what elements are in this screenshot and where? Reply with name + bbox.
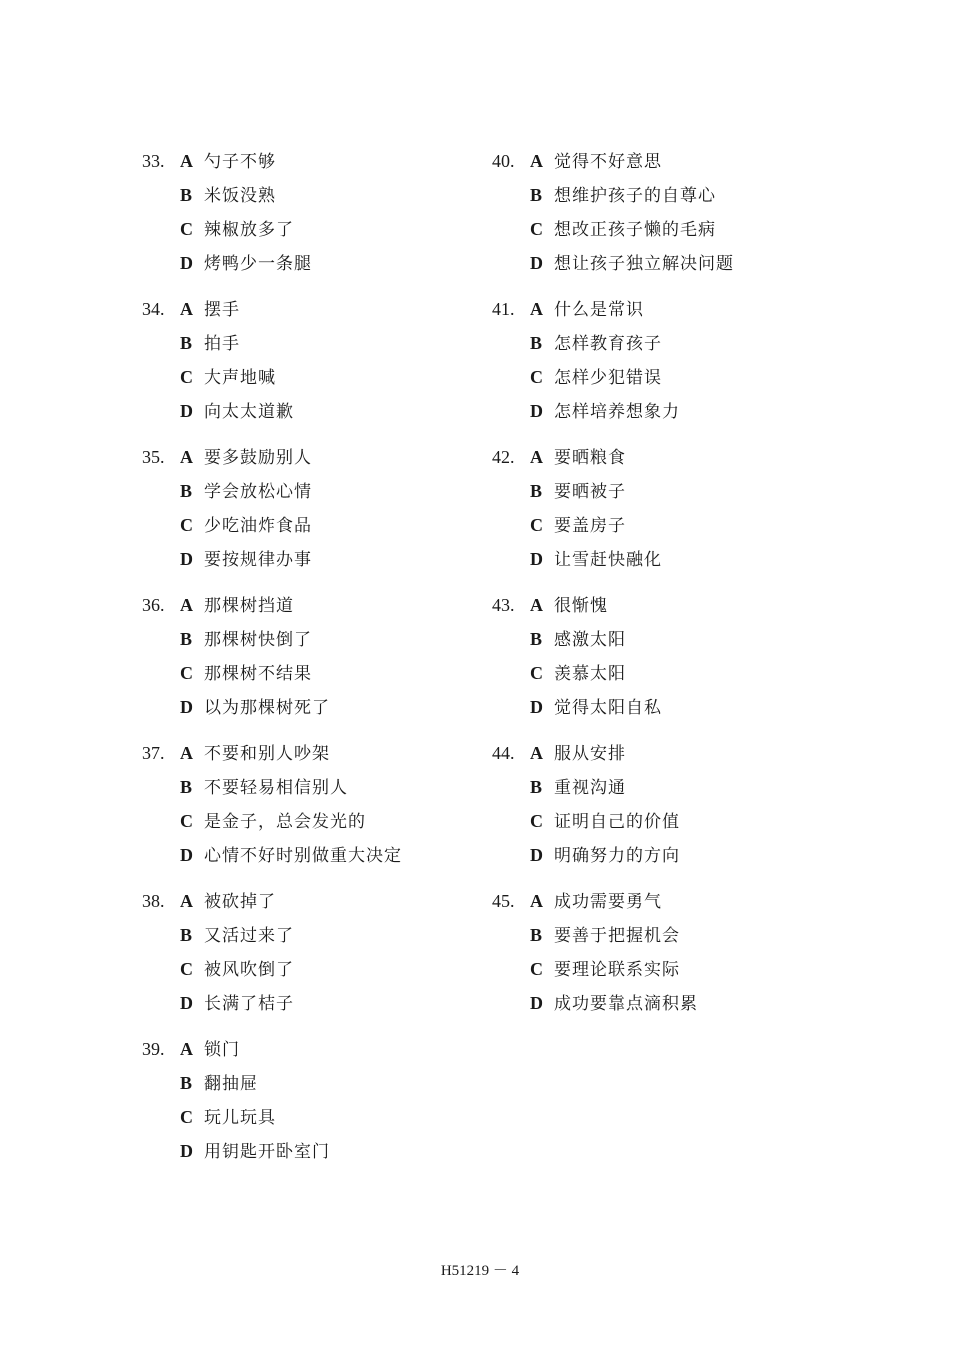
answer-option <box>180 952 402 986</box>
option-text: 心情不好时别做重大决定 <box>204 846 402 866</box>
option-text: 要盖房子 <box>554 516 626 536</box>
option-text: 那棵树快倒了 <box>204 630 312 650</box>
answer-option <box>530 394 734 428</box>
option-letter: D <box>180 401 193 421</box>
answer-option <box>530 246 734 280</box>
question-item <box>142 292 402 428</box>
option-letter: D <box>180 253 193 273</box>
question-number: 41. <box>492 299 515 319</box>
option-letter: D <box>180 697 193 717</box>
answer-option <box>180 1100 402 1134</box>
option-list <box>530 440 734 576</box>
answer-option <box>180 1134 402 1168</box>
answer-option <box>530 588 734 622</box>
option-letter: A <box>180 299 193 319</box>
answer-option <box>180 736 402 770</box>
right-question-column <box>492 144 734 1032</box>
option-text: 米饭没熟 <box>204 186 276 206</box>
option-text: 是金子，总会发光的 <box>204 812 366 832</box>
option-letter: D <box>530 697 543 717</box>
option-letter: C <box>180 959 193 979</box>
option-letter: B <box>530 777 543 797</box>
question-item <box>492 884 734 1020</box>
answer-option <box>530 508 734 542</box>
option-letter: D <box>180 845 193 865</box>
question-item <box>142 736 402 872</box>
option-text: 不要和别人吵架 <box>204 744 330 764</box>
option-letter: C <box>530 367 543 387</box>
answer-option <box>530 656 734 690</box>
option-text: 成功需要勇气 <box>554 892 662 912</box>
answer-option <box>530 736 734 770</box>
question-item <box>142 1032 402 1168</box>
option-text: 成功要靠点滴积累 <box>554 994 698 1014</box>
answer-option <box>180 178 402 212</box>
option-list <box>530 292 734 428</box>
answer-option <box>180 884 402 918</box>
option-text: 用钥匙开卧室门 <box>204 1142 330 1162</box>
option-letter: B <box>180 185 193 205</box>
answer-option <box>530 884 734 918</box>
question-item <box>492 736 734 872</box>
question-item <box>492 588 734 724</box>
option-letter: A <box>530 151 543 171</box>
option-list <box>180 884 402 1020</box>
question-item <box>142 144 402 280</box>
option-text: 让雪赶快融化 <box>554 550 662 570</box>
option-letter: A <box>530 891 543 911</box>
answer-option <box>180 474 402 508</box>
option-letter: C <box>180 663 193 683</box>
option-letter: B <box>180 481 193 501</box>
option-text: 又活过来了 <box>204 926 294 946</box>
option-text: 那棵树不结果 <box>204 664 312 684</box>
option-text: 不要轻易相信别人 <box>204 778 348 798</box>
option-text: 要按规律办事 <box>204 550 312 570</box>
question-number: 35. <box>142 447 165 467</box>
option-text: 以为那棵树死了 <box>204 698 330 718</box>
answer-option <box>180 986 402 1020</box>
question-number: 36. <box>142 595 165 615</box>
option-list <box>530 736 734 872</box>
question-number: 33. <box>142 151 165 171</box>
option-text: 被风吹倒了 <box>204 960 294 980</box>
question-item <box>142 588 402 724</box>
option-list <box>530 588 734 724</box>
option-list <box>180 144 402 280</box>
option-letter: B <box>180 629 193 649</box>
option-text: 勺子不够 <box>204 152 276 172</box>
option-text: 羡慕太阳 <box>554 664 626 684</box>
option-text: 要善于把握机会 <box>554 926 680 946</box>
answer-option <box>530 690 734 724</box>
option-letter: C <box>180 515 193 535</box>
question-item <box>142 440 402 576</box>
answer-option <box>530 622 734 656</box>
option-letter: A <box>180 151 193 171</box>
answer-option <box>180 770 402 804</box>
answer-option <box>530 474 734 508</box>
option-text: 拍手 <box>204 334 240 354</box>
option-letter: A <box>180 595 193 615</box>
option-text: 很惭愧 <box>554 596 608 616</box>
option-letter: B <box>530 629 543 649</box>
answer-option <box>180 622 402 656</box>
option-text: 学会放松心情 <box>204 482 312 502</box>
option-text: 感激太阳 <box>554 630 626 650</box>
option-text: 翻抽屉 <box>204 1074 258 1094</box>
option-list <box>530 144 734 280</box>
answer-option <box>530 144 734 178</box>
option-letter: A <box>530 743 543 763</box>
option-text: 大声地喊 <box>204 368 276 388</box>
answer-option <box>530 804 734 838</box>
option-text: 想维护孩子的自尊心 <box>554 186 716 206</box>
option-letter: C <box>530 219 543 239</box>
option-text: 服从安排 <box>554 744 626 764</box>
option-letter: B <box>180 1073 193 1093</box>
question-number: 44. <box>492 743 515 763</box>
option-letter: B <box>530 481 543 501</box>
option-letter: C <box>530 811 543 831</box>
answer-option <box>180 440 402 474</box>
answer-option <box>180 804 402 838</box>
answer-option <box>180 394 402 428</box>
option-text: 锁门 <box>204 1040 240 1060</box>
option-text: 玩儿玩具 <box>204 1108 276 1128</box>
option-letter: A <box>530 595 543 615</box>
option-text: 怎样培养想象力 <box>554 402 680 422</box>
answer-option <box>530 326 734 360</box>
option-letter: D <box>530 401 543 421</box>
option-letter: B <box>180 925 193 945</box>
question-number: 34. <box>142 299 165 319</box>
answer-option <box>530 952 734 986</box>
option-letter: A <box>180 743 193 763</box>
answer-option <box>180 1032 402 1066</box>
option-text: 少吃油炸食品 <box>204 516 312 536</box>
answer-option <box>530 212 734 246</box>
question-item <box>492 144 734 280</box>
page-footer: H51219 － 4 <box>440 1263 520 1279</box>
option-letter: A <box>180 447 193 467</box>
option-letter: B <box>530 185 543 205</box>
option-text: 向太太道歉 <box>204 402 294 422</box>
answer-option <box>180 656 402 690</box>
answer-option <box>180 144 402 178</box>
option-letter: D <box>530 549 543 569</box>
option-letter: D <box>180 993 193 1013</box>
option-letter: B <box>530 925 543 945</box>
question-item <box>142 884 402 1020</box>
option-text: 要晒粮食 <box>554 448 626 468</box>
option-text: 辣椒放多了 <box>204 220 294 240</box>
question-number: 43. <box>492 595 515 615</box>
option-list <box>180 292 402 428</box>
answer-option <box>530 292 734 326</box>
option-letter: B <box>180 777 193 797</box>
option-text: 想让孩子独立解决问题 <box>554 254 734 274</box>
option-text: 要理论联系实际 <box>554 960 680 980</box>
answer-option <box>530 178 734 212</box>
answer-option <box>530 542 734 576</box>
question-number: 39. <box>142 1039 165 1059</box>
option-letter: C <box>180 367 193 387</box>
answer-option <box>530 360 734 394</box>
question-item <box>492 440 734 576</box>
answer-option <box>180 292 402 326</box>
option-text: 那棵树挡道 <box>204 596 294 616</box>
option-letter: C <box>180 1107 193 1127</box>
option-letter: D <box>180 1141 193 1161</box>
option-list <box>180 588 402 724</box>
option-list <box>180 440 402 576</box>
question-number: 40. <box>492 151 515 171</box>
option-letter: A <box>530 299 543 319</box>
question-number: 45. <box>492 891 515 911</box>
option-text: 长满了桔子 <box>204 994 294 1014</box>
option-letter: A <box>530 447 543 467</box>
option-text: 怎样少犯错误 <box>554 368 662 388</box>
answer-option <box>180 508 402 542</box>
answer-option <box>180 326 402 360</box>
option-text: 什么是常识 <box>554 300 644 320</box>
option-text: 想改正孩子懒的毛病 <box>554 220 716 240</box>
option-letter: A <box>180 891 193 911</box>
answer-option <box>180 542 402 576</box>
question-number: 38. <box>142 891 165 911</box>
answer-option <box>530 838 734 872</box>
answer-option <box>180 690 402 724</box>
answer-option <box>180 360 402 394</box>
option-list <box>180 1032 402 1168</box>
option-text: 证明自己的价值 <box>554 812 680 832</box>
option-letter: C <box>530 515 543 535</box>
question-number: 42. <box>492 447 515 467</box>
answer-option <box>530 918 734 952</box>
question-item <box>492 292 734 428</box>
answer-option <box>530 440 734 474</box>
option-letter: D <box>180 549 193 569</box>
option-letter: D <box>530 253 543 273</box>
answer-option <box>180 588 402 622</box>
option-letter: C <box>530 959 543 979</box>
option-text: 怎样教育孩子 <box>554 334 662 354</box>
left-question-column <box>142 144 402 1180</box>
option-text: 觉得不好意思 <box>554 152 662 172</box>
answer-option <box>180 838 402 872</box>
option-list <box>180 736 402 872</box>
option-list <box>530 884 734 1020</box>
option-letter: C <box>530 663 543 683</box>
answer-option <box>180 918 402 952</box>
answer-option <box>530 986 734 1020</box>
option-letter: D <box>530 845 543 865</box>
option-text: 要晒被子 <box>554 482 626 502</box>
option-text: 要多鼓励别人 <box>204 448 312 468</box>
option-text: 明确努力的方向 <box>554 846 680 866</box>
option-letter: A <box>180 1039 193 1059</box>
option-letter: D <box>530 993 543 1013</box>
option-text: 觉得太阳自私 <box>554 698 662 718</box>
option-text: 摆手 <box>204 300 240 320</box>
answer-option <box>530 770 734 804</box>
option-text: 重视沟通 <box>554 778 626 798</box>
question-number: 37. <box>142 743 165 763</box>
option-text: 被砍掉了 <box>204 892 276 912</box>
answer-option <box>180 212 402 246</box>
answer-option <box>180 1066 402 1100</box>
option-text: 烤鸭少一条腿 <box>204 254 312 274</box>
option-letter: B <box>180 333 193 353</box>
option-letter: C <box>180 811 193 831</box>
answer-option <box>180 246 402 280</box>
option-letter: B <box>530 333 543 353</box>
option-letter: C <box>180 219 193 239</box>
